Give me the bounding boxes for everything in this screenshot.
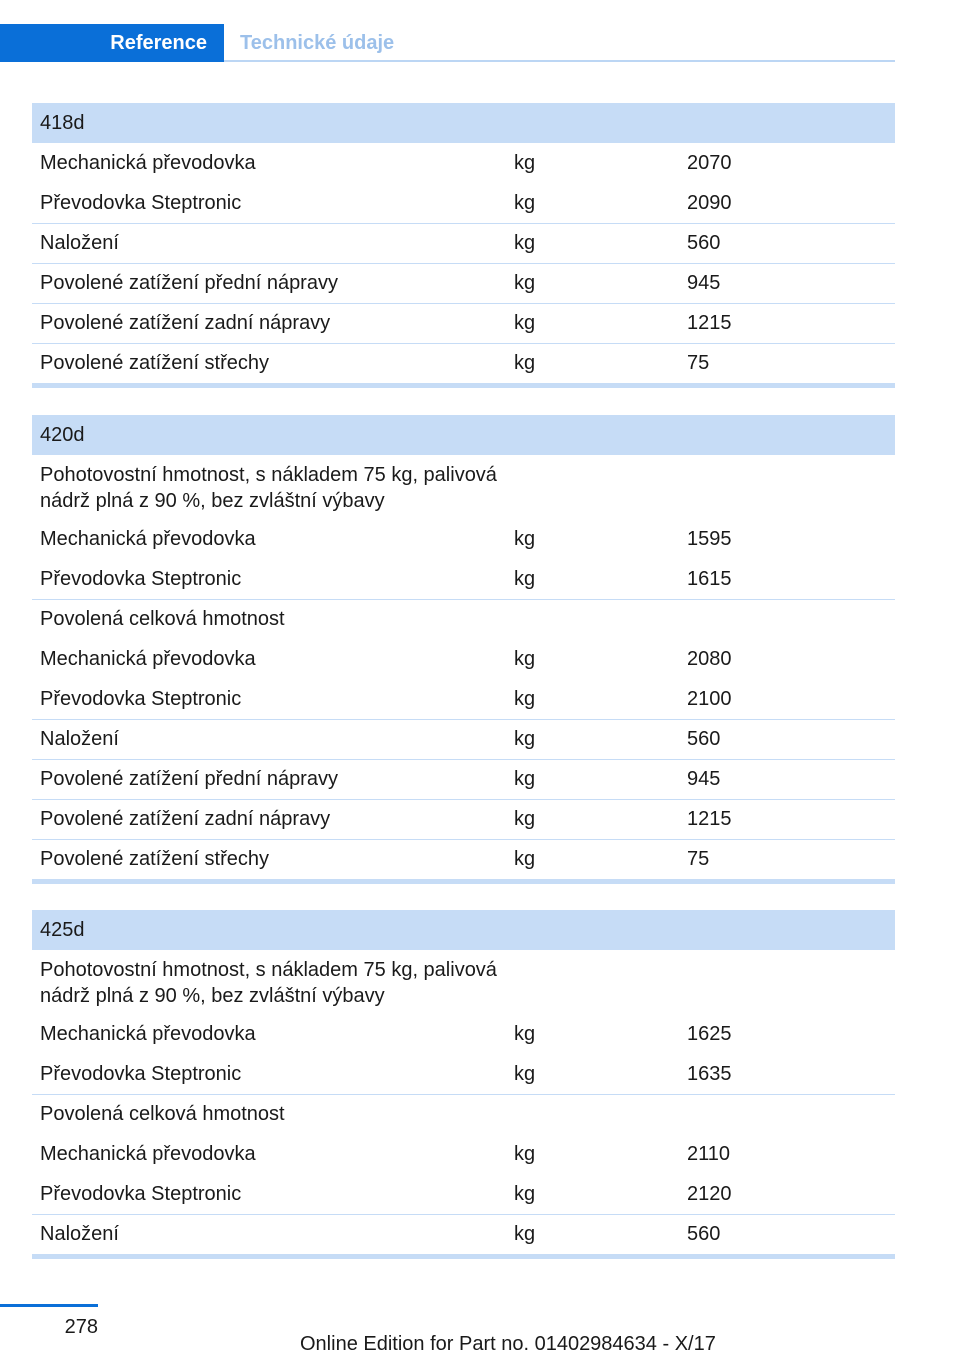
table-418d bbox=[32, 103, 895, 388]
row-value: 560 bbox=[687, 232, 721, 254]
section-tab-reference: Reference bbox=[0, 24, 224, 62]
row-label: Naložení bbox=[40, 1223, 119, 1245]
row-label: Pohotovostní hmotnost, s nákladem 75 kg, palivová nádrž plná z 90 %, bez zvláštní výbavy bbox=[40, 959, 497, 1007]
row-unit: kg bbox=[514, 1182, 536, 1205]
row-label: Převodovka Steptronic bbox=[40, 567, 242, 590]
row-label: Převodovka Steptronic bbox=[40, 1182, 242, 1205]
table-row bbox=[32, 143, 895, 183]
table-row bbox=[32, 1094, 895, 1134]
row-unit: kg bbox=[514, 728, 536, 750]
row-unit: kg bbox=[514, 647, 536, 670]
table-row bbox=[32, 223, 895, 263]
row-value: 1215 bbox=[687, 808, 732, 830]
table-row bbox=[32, 719, 895, 759]
row-label: Mechanická převodovka bbox=[40, 647, 256, 670]
table-row bbox=[32, 183, 895, 223]
table-row bbox=[32, 679, 895, 719]
table-row bbox=[32, 343, 895, 383]
row-value: 1635 bbox=[687, 1062, 732, 1085]
header-rule bbox=[224, 60, 895, 62]
row-value: 1615 bbox=[687, 567, 732, 590]
table-420d bbox=[32, 415, 895, 884]
table-row bbox=[32, 559, 895, 599]
row-value: 75 bbox=[687, 352, 710, 374]
table-row bbox=[32, 639, 895, 679]
row-label: Naložení bbox=[40, 232, 119, 254]
row-value: 560 bbox=[687, 728, 721, 750]
row-label: Povolené zatížení zadní nápravy bbox=[40, 808, 331, 830]
table-row bbox=[32, 1174, 895, 1214]
row-label: Převodovka Steptronic bbox=[40, 687, 242, 710]
table-row bbox=[32, 1054, 895, 1094]
row-label: Mechanická převodovka bbox=[40, 527, 256, 550]
table-bottom-rule bbox=[32, 1254, 895, 1259]
row-value: 2090 bbox=[687, 191, 732, 214]
row-label: Povolené zatížení střechy bbox=[40, 848, 270, 870]
row-value: 75 bbox=[687, 848, 710, 870]
section-tab-technical-data: Technické údaje bbox=[240, 31, 395, 54]
row-unit: kg bbox=[514, 848, 536, 870]
row-label: Převodovka Steptronic bbox=[40, 1062, 242, 1085]
page-number-rule bbox=[0, 1304, 98, 1307]
row-label: Povolené zatížení střechy bbox=[40, 352, 270, 374]
row-unit: kg bbox=[514, 768, 536, 790]
row-value: 560 bbox=[687, 1223, 721, 1245]
table-row bbox=[32, 263, 895, 303]
row-label: Naložení bbox=[40, 728, 119, 750]
row-value: 2080 bbox=[687, 647, 732, 670]
row-label: Převodovka Steptronic bbox=[40, 191, 242, 214]
table-row bbox=[32, 1214, 895, 1254]
row-label: Pohotovostní hmotnost, s nákladem 75 kg, palivová nádrž plná z 90 %, bez zvláštní výbavy bbox=[40, 464, 497, 512]
table-row bbox=[32, 759, 895, 799]
row-value: 1625 bbox=[687, 1022, 732, 1045]
row-value: 2100 bbox=[687, 687, 732, 710]
row-unit: kg bbox=[514, 232, 536, 254]
row-unit: kg bbox=[514, 272, 536, 294]
table-bottom-rule bbox=[32, 879, 895, 884]
row-value: 2120 bbox=[687, 1182, 732, 1205]
row-label: Povolené zatížení přední nápravy bbox=[40, 272, 338, 294]
edition-footer: Online Edition for Part no. 01402984634 - X/17 bbox=[300, 1333, 716, 1355]
row-unit: kg bbox=[514, 1022, 536, 1045]
page-header bbox=[0, 24, 895, 62]
row-label: Povolené zatížení přední nápravy bbox=[40, 768, 338, 790]
table-row bbox=[32, 455, 895, 519]
table-title: 418d bbox=[32, 103, 895, 143]
table-row bbox=[32, 1014, 895, 1054]
row-value: 945 bbox=[687, 768, 721, 790]
table-row bbox=[32, 519, 895, 559]
row-label: Mechanická převodovka bbox=[40, 151, 256, 174]
row-unit: kg bbox=[514, 567, 536, 590]
row-value: 1595 bbox=[687, 527, 732, 550]
row-unit: kg bbox=[514, 312, 536, 334]
table-row bbox=[32, 950, 895, 1014]
table-425d bbox=[32, 910, 895, 1259]
table-row bbox=[32, 839, 895, 879]
table-row bbox=[32, 303, 895, 343]
row-value: 945 bbox=[687, 272, 721, 294]
row-unit: kg bbox=[514, 191, 536, 214]
row-value: 2110 bbox=[687, 1142, 731, 1165]
row-label: Mechanická převodovka bbox=[40, 1142, 256, 1165]
table-row bbox=[32, 599, 895, 639]
table-row bbox=[32, 799, 895, 839]
table-title: 425d bbox=[32, 910, 895, 950]
row-unit: kg bbox=[514, 1142, 536, 1165]
row-unit: kg bbox=[514, 352, 536, 374]
row-unit: kg bbox=[514, 527, 536, 550]
row-unit: kg bbox=[514, 687, 536, 710]
table-title: 420d bbox=[32, 415, 895, 455]
table-bottom-rule bbox=[32, 383, 895, 388]
row-label: Povolené zatížení zadní nápravy bbox=[40, 312, 331, 334]
table-row bbox=[32, 1134, 895, 1174]
row-label: Povolená celková hmotnost bbox=[40, 1103, 285, 1125]
row-unit: kg bbox=[514, 808, 536, 830]
row-label: Povolená celková hmotnost bbox=[40, 608, 285, 630]
row-unit: kg bbox=[514, 1223, 536, 1245]
row-unit: kg bbox=[514, 1062, 536, 1085]
row-value: 1215 bbox=[687, 312, 732, 334]
row-label: Mechanická převodovka bbox=[40, 1022, 256, 1045]
page-number: 278 bbox=[64, 1316, 98, 1338]
row-unit: kg bbox=[514, 151, 536, 174]
row-value: 2070 bbox=[687, 151, 732, 174]
